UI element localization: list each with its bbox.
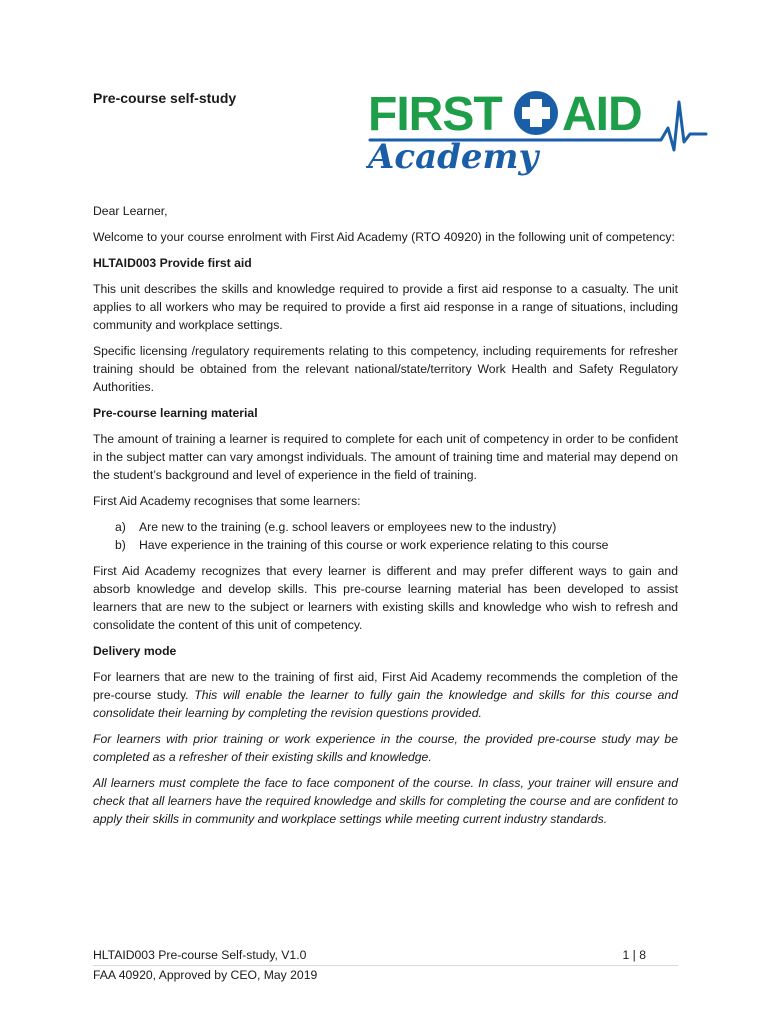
learner-types-list <box>93 518 678 554</box>
first-aid-academy-logo <box>366 84 711 184</box>
recognizes-paragraph: First Aid Academy recognizes that every learner is different and may prefer different ways to gain and absorb knowledge and develop skills. This pre-course learning material has been developed to assist learners that are new to the subject or learners with existing skills and knowledge who wish to refresh and consolidate the content of this unit of competency. <box>93 564 678 632</box>
list-marker: b) <box>115 538 126 552</box>
list-item <box>93 518 678 536</box>
delivery-plain-text: For learners that are new to the training of first aid, First Aid Academy recommends the completion of the pre-course study. <box>93 670 678 702</box>
delivery-heading: Delivery mode <box>93 644 177 658</box>
footer-approval: FAA 40920, Approved by CEO, May 2019 <box>93 968 318 982</box>
letter-body <box>93 202 678 836</box>
logo-word-aid: AID <box>562 88 642 141</box>
delivery-paragraph-2: For learners with prior training or work experience in the course, the provided pre-course study may be completed as a refresher of their existing skills and knowledge. <box>93 732 678 764</box>
list-item <box>93 536 678 554</box>
page-title: Pre-course self-study <box>93 90 237 106</box>
delivery-paragraph-3: All learners must complete the face to face component of the course. In class, your trainer will ensure and check that all learners have the required knowledge and skills for completing the course and are confident to apply their skills in community and workplace settings while meeting current industry standards. <box>93 776 678 826</box>
logo-word-academy: Academy <box>368 137 539 177</box>
delivery-paragraph-1 <box>93 668 678 722</box>
list-marker: a) <box>115 520 126 534</box>
welcome-paragraph: Welcome to your course enrolment with First Aid Academy (RTO 40920) in the following unit of competency: <box>93 230 675 244</box>
list-item-text: Have experience in the training of this course or work experience relating to this course <box>139 538 609 552</box>
material-paragraph: The amount of training a learner is required to complete for each unit of competency in order to be confident in the subject matter can vary amongst individuals. The amount of training time and material may depend on the student’s background and level of experience in the field of training. <box>93 432 678 482</box>
logo-word-first: FIRST <box>368 88 502 141</box>
recognises-paragraph: First Aid Academy recognises that some learners: <box>93 494 361 508</box>
page-footer <box>93 946 678 984</box>
greeting: Dear Learner, <box>93 204 168 218</box>
footer-doc-id: HLTAID003 Pre-course Self-study, V1.0 <box>93 948 307 962</box>
unit-heading: HLTAID003 Provide first aid <box>93 256 252 270</box>
material-heading: Pre-course learning material <box>93 406 258 420</box>
list-item-text: Are new to the training (e.g. school leavers or employees new to the industry) <box>139 520 557 534</box>
licensing-paragraph: Specific licensing /regulatory requirements relating to this competency, including requirements for refresher training should be obtained from the relevant national/state/territory Work Health and Safety Regulatory Authorities. <box>93 344 678 394</box>
page-number: 1 | 8 <box>622 948 646 962</box>
delivery-italic-text: This will enable the learner to fully gain the knowledge and skills for this course and consolidate their learning by completing the revision questions provided. <box>93 688 678 720</box>
unit-description: This unit describes the skills and knowledge required to provide a first aid response to a casualty. The unit applies to all workers who may be required to provide a first aid response in a range of situations, including community and workplace settings. <box>93 282 678 332</box>
medical-cross-icon <box>514 91 558 135</box>
